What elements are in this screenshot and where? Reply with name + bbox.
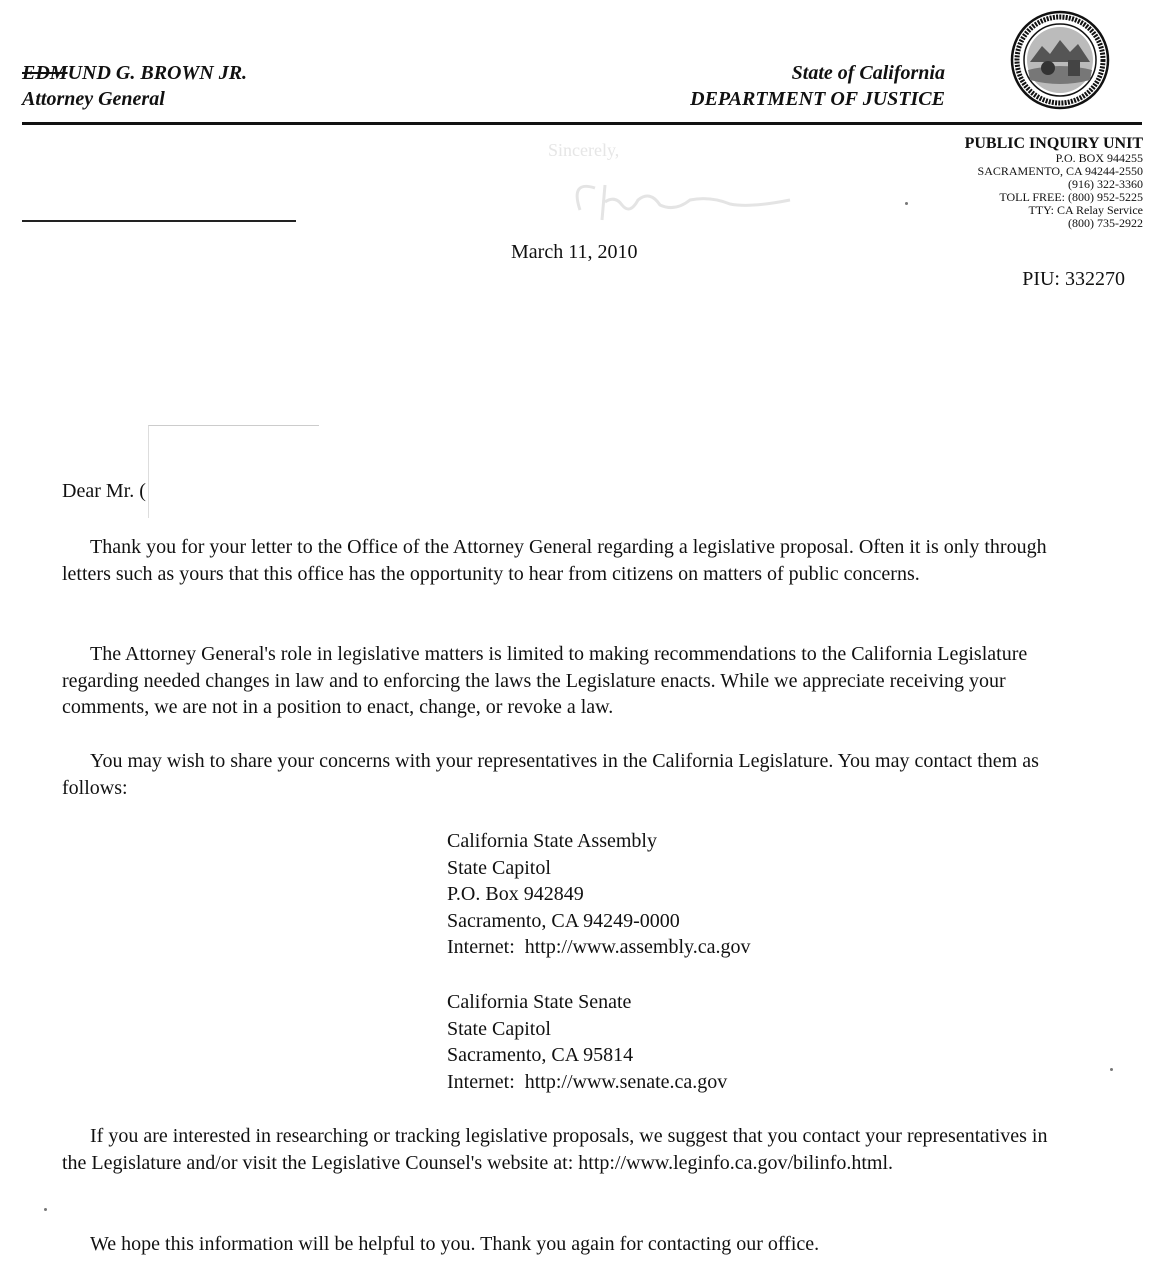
senate-url: http://www.senate.ca.gov [524, 1070, 728, 1093]
inquiry-po-box: P.O. BOX 944255 [1055, 151, 1143, 165]
piu-number: PIU: 332270 [1022, 268, 1125, 290]
redacted-recipient-name [148, 425, 319, 518]
senate-building: State Capitol [447, 1017, 551, 1040]
assembly-name: California State Assembly [447, 830, 657, 852]
assembly-city: Sacramento, CA 94249-0000 [447, 909, 680, 932]
public-inquiry-unit-block [965, 136, 1143, 230]
attorney-general-name [22, 60, 247, 86]
state-name: State of California [791, 62, 945, 84]
inquiry-tty-phone: (800) 735-2922 [1068, 216, 1143, 230]
great-seal-of-california-icon [1010, 10, 1110, 110]
paragraph-4 [62, 1123, 1062, 1176]
inquiry-phone: (916) 322-3360 [1068, 177, 1143, 191]
salutation: Dear Mr. ( [62, 480, 146, 502]
assembly-internet [447, 934, 750, 961]
inquiry-unit-title: PUBLIC INQUIRY UNIT [964, 135, 1143, 152]
paragraph-2-text: The Attorney General's role in legislative matters is limited to making recommendations to the California Legislature regarding needed changes in law and to enforcing the laws the Legislature enacts. While we appreciate receiving your comments, we are not in a position to enact, change, or revoke a law. [62, 643, 1028, 718]
name-rest: UND G. BROWN JR. [67, 62, 248, 84]
letter-date: March 11, 2010 [511, 241, 638, 263]
paragraph-3-text: You may wish to share your concerns with your representatives in the California Legislature. You may contact them as follows: [62, 750, 1039, 799]
senate-internet [447, 1069, 727, 1096]
struck-name-part: EDM [22, 62, 68, 84]
inquiry-tty: TTY: CA Relay Service [1028, 203, 1143, 217]
show-through-text: Sincerely, [548, 140, 620, 160]
paragraph-5-text: We hope this information will be helpful to you. Thank you again for contacting our office. [90, 1233, 820, 1255]
assembly-building: State Capitol [447, 856, 551, 879]
paragraph-1 [62, 534, 1062, 587]
paragraph-1-text: Thank you for your letter to the Office of the Attorney General regarding a legislative proposal. Often it is only through letters such as yours that this office has the opportunity to hear from citizens on matters of public concerns. [62, 536, 1047, 585]
scan-speck [1110, 1068, 1113, 1071]
letterhead-right [690, 60, 945, 112]
show-through-signature [560, 170, 800, 230]
attorney-general-title: Attorney General [22, 88, 165, 110]
internet-label: Internet: [447, 936, 515, 958]
assembly-contact [447, 828, 750, 961]
letterhead-rule [22, 122, 1142, 125]
internet-label: Internet: [447, 1070, 515, 1093]
senate-contact [447, 989, 727, 1095]
assembly-po-box: P.O. Box 942849 [447, 883, 584, 905]
paragraph-3 [62, 748, 1062, 801]
letterhead-left [22, 60, 247, 112]
paragraph-2 [62, 641, 1062, 721]
inquiry-city: SACRAMENTO, CA 94244-2550 [977, 164, 1143, 178]
scan-speck [44, 1208, 47, 1211]
senate-name: California State Senate [447, 991, 632, 1013]
paragraph-5 [62, 1231, 1062, 1258]
department-name: DEPARTMENT OF JUSTICE [690, 88, 945, 110]
inquiry-toll-free: TOLL FREE: (800) 952-5225 [999, 190, 1143, 204]
assembly-url: http://www.assembly.ca.gov [524, 936, 751, 958]
redacted-recipient-address [22, 220, 296, 412]
senate-city: Sacramento, CA 95814 [447, 1044, 634, 1066]
scan-speck [905, 202, 908, 205]
paragraph-4-text: If you are interested in researching or tracking legislative proposals, we suggest that you contact your representatives in the Legislature and/or visit the Legislative Counsel's website at: http://www.leginfo.ca.gov/bilinfo.html. [62, 1125, 1048, 1174]
